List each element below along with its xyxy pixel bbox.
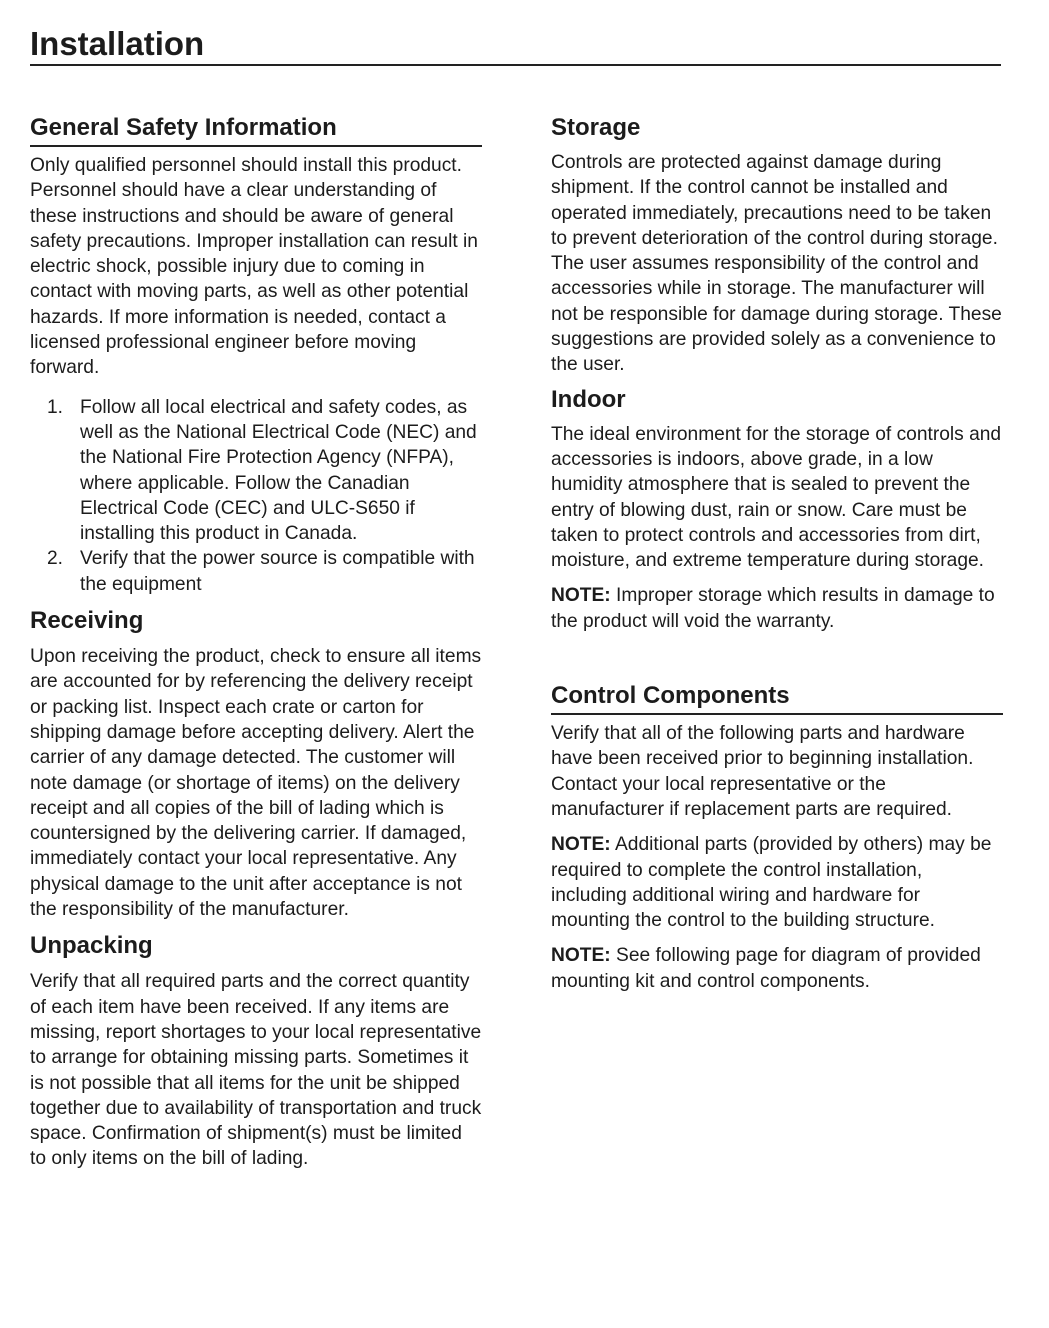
receiving-heading: Receiving	[30, 607, 144, 635]
receiving-body: Upon receiving the product, check to ensure all items are accounted for by referencing the delivery receipt or packing list. Inspect each crate or carton for shipping damage before accepting delivery. Alert the carrier of any damage detected. The customer will note damage (or shortage of items) on the delivery receipt and all copies of the bill of lading which is countersigned by the delivering carrier. If damaged, immediately contact your local representative. Any physical damage to the unit after acceptance is not the responsibility of the manufacturer.	[30, 646, 482, 921]
storage-heading: Storage	[551, 114, 641, 141]
note-text: Additional parts (provided by others) may be required to complete the control installation, including additional wiring and hardware for mounting the control to the building structure.	[551, 834, 992, 932]
list-item-number: 2.	[47, 548, 64, 570]
indoor-body: The ideal environment for the storage of controls and accessories is indoors, above grade, in a low humidity atmosphere that is sealed to prevent the entry of blowing dust, rain or snow. Care must be taken to protect controls and accessories from dirt, moisture, and extreme temperature during storage.	[551, 423, 1002, 572]
indoor-note	[551, 583, 1003, 634]
general-safety-section	[30, 112, 482, 597]
unpacking-body: Verify that all required parts and the correct quantity of each item have been received. If any items are missing, report shortages to your local representative to arrange for obtaining missing parts. Sometimes it is not possible that all items for the unit be shipped together due to availability of transportation and truck space. Confirmation of shipment(s) must be limited to only items on the bill of lading.	[30, 971, 482, 1170]
indoor-heading: Indoor	[551, 385, 626, 413]
left-column	[30, 112, 482, 1172]
list-item	[30, 546, 482, 597]
control-components-heading: Control Components	[551, 680, 1003, 715]
general-safety-body: Only qualified personnel should install this product. Personnel should have a clear understanding of these instructions and should be aware of general safety precautions. Improper installation can result in electric shock, possible injury due to coming in contact with moving parts, as well as other potential hazards. If more information is needed, contact a licensed professional engineer before moving forward.	[30, 155, 478, 379]
control-components-body: Verify that all of the following parts and hardware have been received prior to beginning installation. Contact your local representative or the manufacturer if replacement parts are required.	[551, 723, 974, 820]
storage-body: Controls are protected against damage during shipment. If the control cannot be installed and operated immediately, precautions need to be taken to prevent deterioration of the control during storage. The user assumes responsibility of the control and accessories while in storage. The manufacturer will not be responsible for damage during storage. These suggestions are provided solely as a convenience to the user.	[551, 152, 1002, 376]
note-text: See following page for diagram of provided mounting kit and control components.	[551, 945, 981, 992]
list-item-text: Verify that the power source is compatible with the equipment	[80, 548, 475, 595]
general-safety-heading: General Safety Information	[30, 112, 482, 147]
list-item	[30, 395, 482, 547]
right-column	[551, 112, 1003, 994]
list-item-text: Follow all local electrical and safety codes, as well as the National Electrical Code (NEC) and the National Fire Protection Agency (NFPA), where applicable. Follow the Canadian Electrical Code (CEC) and ULC-S650 if installing this product in Canada.	[80, 396, 477, 545]
page-title: Installation	[30, 25, 205, 62]
control-components-section	[551, 680, 1003, 994]
storage-section	[551, 112, 1003, 378]
safety-list	[30, 395, 482, 597]
control-components-note-1	[551, 832, 1003, 933]
unpacking-heading: Unpacking	[30, 932, 153, 960]
note-label: NOTE:	[551, 834, 611, 856]
note-text: Improper storage which results in damage to the product will void the warranty.	[551, 585, 995, 632]
control-components-note-2	[551, 943, 1003, 994]
receiving-section	[30, 605, 482, 922]
unpacking-section	[30, 930, 482, 1171]
title-divider	[30, 64, 1001, 66]
list-item-number: 1.	[47, 396, 64, 418]
note-label: NOTE:	[551, 585, 611, 607]
note-label: NOTE:	[551, 945, 611, 967]
indoor-section	[551, 384, 1003, 634]
